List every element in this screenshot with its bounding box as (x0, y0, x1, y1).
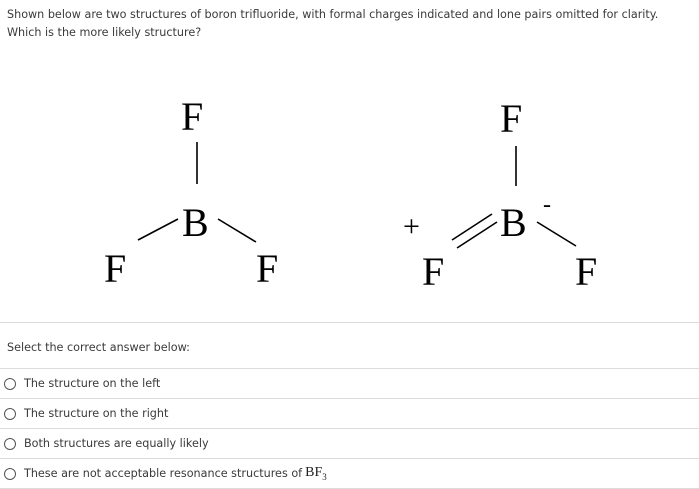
radio-button[interactable] (4, 468, 16, 480)
left-left-single-bond (138, 219, 178, 240)
right-double-bond-line-2 (452, 214, 492, 240)
left-structure (104, 94, 278, 291)
radio-button[interactable] (4, 408, 16, 420)
right-top-fluorine: F (500, 96, 523, 141)
answer-options (0, 368, 699, 489)
right-boron-minus-charge: - (543, 192, 551, 218)
option-equally-likely[interactable] (0, 428, 699, 458)
lewis-structures-svg (0, 80, 699, 310)
option-structure-right[interactable] (0, 398, 699, 428)
left-left-fluorine: F (104, 246, 127, 291)
bf3-formula (305, 465, 327, 482)
option-not-resonance[interactable] (0, 458, 699, 489)
right-left-fluorine: F (422, 249, 445, 294)
option-label: These are not acceptable resonance structures of (24, 467, 303, 480)
right-boron: B (500, 200, 527, 245)
left-right-single-bond (218, 219, 256, 242)
option-structure-left[interactable] (0, 368, 699, 398)
right-right-single-bond (537, 222, 576, 246)
formula-subscript: 3 (322, 471, 327, 482)
left-boron: B (182, 200, 209, 245)
option-label: The structure on the left (24, 377, 161, 390)
section-divider (0, 322, 699, 323)
right-double-bond-line-1 (457, 222, 497, 248)
structures-figure (0, 80, 699, 310)
question-text: Shown below are two structures of boron trifluoride, with formal charges indicated and lone pairs omitted for clarity. Which is the more likely structure? (7, 8, 659, 39)
radio-button[interactable] (4, 438, 16, 450)
left-right-fluorine: F (256, 246, 279, 291)
right-right-fluorine: F (575, 249, 598, 294)
left-top-fluorine: F (181, 94, 204, 139)
right-fluorine-plus-charge: + (403, 210, 420, 243)
right-structure (403, 96, 597, 294)
radio-button[interactable] (4, 378, 16, 390)
option-label: The structure on the right (24, 407, 169, 420)
option-label: Both structures are equally likely (24, 437, 209, 450)
formula-main: BF (305, 465, 323, 481)
answer-prompt: Select the correct answer below: (7, 341, 190, 354)
